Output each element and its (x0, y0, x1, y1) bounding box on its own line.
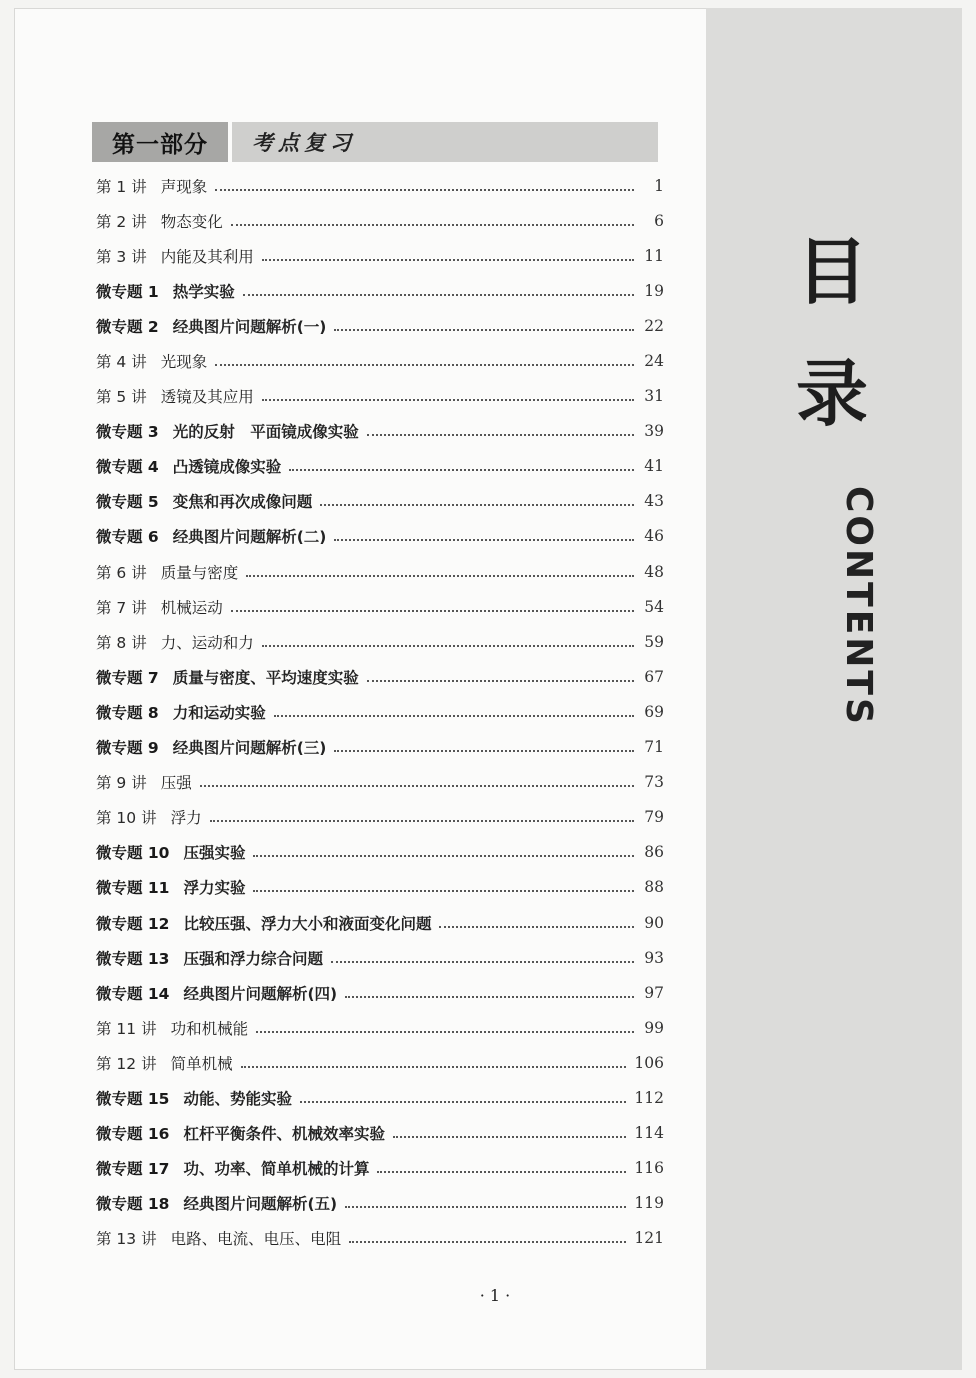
dot-leader (334, 329, 634, 331)
table-of-contents (96, 168, 664, 1256)
toc-entry-title: 质量与密度、平均速度实验 (172, 668, 359, 687)
toc-entry-label: 第 8 讲 (96, 633, 147, 652)
toc-entry-label: 微专题 7 (96, 668, 159, 687)
toc-entry-title: 变焦和再次成像问题 (172, 493, 313, 512)
toc-entry-title: 声现象 (160, 177, 208, 196)
dot-leader (334, 539, 634, 541)
dot-leader (345, 1206, 626, 1208)
page-number: · 1 · (479, 1286, 511, 1305)
toc-entry-page: 79 (644, 808, 664, 827)
toc-entry-title: 经典图片问题解析(三) (172, 739, 327, 758)
toc-entry-title: 经典图片问题解析(五) (183, 1195, 338, 1214)
side-band (706, 8, 962, 1370)
toc-entry-label: 第 13 讲 (96, 1230, 157, 1249)
toc-entry-label: 第 2 讲 (96, 212, 147, 231)
toc-entry[interactable] (96, 694, 664, 729)
toc-entry-label: 微专题 16 (96, 1125, 170, 1144)
toc-entry-title: 经典图片问题解析(一) (172, 317, 327, 336)
toc-entry-label: 第 6 讲 (96, 563, 147, 582)
toc-entry-page: 90 (644, 913, 664, 932)
toc-entry-page: 48 (644, 562, 664, 581)
toc-entry-label: 第 10 讲 (96, 809, 157, 828)
dot-leader (262, 399, 634, 401)
toc-entry-page: 99 (644, 1018, 664, 1037)
dot-leader (231, 224, 634, 226)
toc-entry-page: 67 (644, 667, 664, 686)
toc-entry-label: 微专题 6 (96, 528, 159, 547)
toc-entry-page: 73 (644, 773, 664, 792)
toc-entry-title: 浮力 (170, 809, 202, 828)
dot-leader (253, 855, 634, 857)
dot-leader (262, 645, 634, 647)
dot-leader (241, 1066, 627, 1068)
toc-entry-page: 88 (644, 878, 664, 897)
toc-entry-title: 压强 (160, 774, 192, 793)
toc-entry[interactable] (96, 414, 664, 449)
dot-leader (274, 715, 634, 717)
side-title-char-2: 录 (795, 351, 868, 436)
toc-entry-title: 比较压强、浮力大小和液面变化问题 (183, 914, 432, 933)
toc-entry-label: 微专题 17 (96, 1160, 170, 1179)
toc-entry[interactable] (96, 238, 664, 273)
toc-entry-title: 热学实验 (172, 282, 235, 301)
toc-entry[interactable] (96, 1116, 664, 1151)
toc-entry-title: 功和机械能 (170, 1019, 249, 1038)
toc-entry[interactable] (96, 905, 664, 940)
dot-leader (349, 1241, 626, 1243)
toc-entry-label: 微专题 5 (96, 493, 159, 512)
toc-entry-page: 69 (644, 702, 664, 721)
dot-leader (210, 820, 634, 822)
toc-entry-label: 微专题 11 (96, 879, 170, 898)
toc-entry-page: 22 (644, 316, 664, 335)
toc-entry-label: 第 5 讲 (96, 388, 147, 407)
dot-leader (367, 434, 634, 436)
toc-entry-page: 112 (634, 1088, 664, 1107)
dot-leader (331, 961, 634, 963)
toc-entry[interactable] (96, 519, 664, 554)
toc-entry[interactable] (96, 870, 664, 905)
toc-entry-label: 微专题 13 (96, 949, 170, 968)
toc-entry-title: 简单机械 (170, 1054, 233, 1073)
dot-leader (256, 1031, 634, 1033)
toc-entry[interactable] (96, 343, 664, 378)
toc-entry-title: 浮力实验 (183, 879, 246, 898)
toc-entry-title: 机械运动 (160, 598, 223, 617)
toc-entry-label: 微专题 10 (96, 844, 170, 863)
dot-leader (262, 259, 634, 261)
toc-entry[interactable] (96, 975, 664, 1010)
toc-entry[interactable] (96, 379, 664, 414)
dot-leader (200, 785, 634, 787)
toc-entry-page: 43 (644, 492, 664, 511)
toc-entry[interactable] (96, 203, 664, 238)
toc-entry-title: 功、功率、简单机械的计算 (183, 1160, 370, 1179)
toc-entry-title: 动能、势能实验 (183, 1089, 292, 1108)
toc-entry-page: 11 (644, 246, 664, 265)
toc-entry[interactable] (96, 273, 664, 308)
toc-entry-page: 93 (644, 948, 664, 967)
dot-leader (246, 575, 634, 577)
toc-entry-label: 微专题 8 (96, 703, 159, 722)
toc-entry-title: 经典图片问题解析(四) (183, 984, 338, 1003)
toc-entry-page: 39 (644, 422, 664, 441)
toc-entry-title: 凸透镜成像实验 (172, 458, 282, 477)
toc-entry-title: 物态变化 (160, 212, 223, 231)
toc-entry-title: 压强和浮力综合问题 (183, 949, 323, 968)
toc-entry-page: 116 (634, 1159, 664, 1178)
toc-entry[interactable] (96, 765, 664, 800)
toc-entry-label: 第 11 讲 (96, 1019, 157, 1038)
toc-entry-page: 97 (644, 983, 664, 1002)
toc-entry-label: 微专题 3 (96, 423, 159, 442)
toc-entry-label: 第 9 讲 (96, 774, 147, 793)
toc-entry[interactable] (96, 940, 664, 975)
toc-entry-label: 微专题 4 (96, 458, 159, 477)
toc-entry[interactable] (96, 1045, 664, 1080)
toc-entry-page: 54 (644, 597, 664, 616)
toc-entry-title: 杠杆平衡条件、机械效率实验 (183, 1125, 385, 1144)
dot-leader (393, 1136, 626, 1138)
dot-leader (334, 750, 634, 752)
toc-entry-title: 内能及其利用 (160, 247, 254, 266)
toc-entry-title: 光现象 (160, 353, 208, 372)
toc-entry[interactable] (96, 1151, 664, 1186)
toc-entry[interactable] (96, 624, 664, 659)
dot-leader (215, 189, 634, 191)
toc-entry-title: 光的反射 平面镜成像实验 (172, 423, 359, 442)
toc-entry-label: 微专题 15 (96, 1089, 170, 1108)
dot-leader (289, 469, 634, 471)
toc-entry-title: 力和运动实验 (172, 703, 266, 722)
toc-entry-page: 19 (644, 281, 664, 300)
toc-entry[interactable] (96, 554, 664, 589)
toc-entry[interactable] (96, 1186, 664, 1221)
toc-entry[interactable] (96, 800, 664, 835)
dot-leader (439, 926, 634, 928)
toc-entry-label: 微专题 9 (96, 739, 159, 758)
dot-leader (215, 364, 634, 366)
toc-entry[interactable] (96, 449, 664, 484)
toc-entry-label: 微专题 12 (96, 914, 170, 933)
toc-entry-label: 微专题 1 (96, 282, 159, 301)
toc-entry-page: 31 (644, 387, 664, 406)
toc-entry[interactable] (96, 730, 664, 765)
toc-entry[interactable] (96, 308, 664, 343)
dot-leader (320, 504, 634, 506)
dot-leader (345, 996, 634, 998)
part-subtitle: 考点复习 (252, 130, 356, 155)
toc-entry-label: 微专题 18 (96, 1195, 170, 1214)
toc-entry[interactable] (96, 168, 664, 203)
side-title-char-1: 目 (795, 229, 868, 314)
dot-leader (367, 680, 634, 682)
dot-leader (300, 1101, 626, 1103)
toc-entry-page: 121 (634, 1229, 664, 1248)
dot-leader (253, 890, 634, 892)
toc-entry-label: 第 7 讲 (96, 598, 147, 617)
toc-entry-page: 24 (644, 352, 664, 371)
toc-entry-title: 力、运动和力 (160, 633, 254, 652)
toc-entry-title: 经典图片问题解析(二) (172, 528, 327, 547)
toc-entry-label: 第 4 讲 (96, 353, 147, 372)
toc-entry-page: 114 (634, 1124, 664, 1143)
toc-entry[interactable] (96, 1080, 664, 1115)
toc-entry[interactable] (96, 659, 664, 694)
side-title-english: CONTENTS (838, 486, 879, 727)
toc-entry[interactable] (96, 1010, 664, 1045)
dot-leader (377, 1171, 626, 1173)
part-label: 第一部分 (92, 122, 232, 162)
dot-leader (243, 294, 634, 296)
toc-entry-page: 1 (654, 176, 664, 195)
toc-entry-page: 59 (644, 632, 664, 651)
section-header (92, 122, 658, 162)
toc-entry-page: 106 (634, 1053, 664, 1072)
toc-entry-title: 透镜及其应用 (160, 388, 254, 407)
toc-entry-page: 86 (644, 843, 664, 862)
toc-entry-label: 第 1 讲 (96, 177, 147, 196)
toc-entry-page: 71 (644, 738, 664, 757)
toc-entry-title: 压强实验 (183, 844, 246, 863)
toc-entry-label: 第 12 讲 (96, 1054, 157, 1073)
toc-entry[interactable] (96, 835, 664, 870)
toc-entry-label: 微专题 2 (96, 317, 159, 336)
toc-entry-label: 微专题 14 (96, 984, 170, 1003)
toc-entry[interactable] (96, 484, 664, 519)
toc-entry-page: 41 (644, 457, 664, 476)
toc-entry[interactable] (96, 1221, 664, 1256)
toc-entry-title: 质量与密度 (160, 563, 239, 582)
toc-entry-page: 6 (654, 211, 664, 230)
toc-entry-label: 第 3 讲 (96, 247, 147, 266)
toc-entry-page: 119 (634, 1194, 664, 1213)
toc-entry-title: 电路、电流、电压、电阻 (170, 1230, 342, 1249)
toc-entry-page: 46 (644, 527, 664, 546)
dot-leader (231, 610, 634, 612)
toc-entry[interactable] (96, 589, 664, 624)
